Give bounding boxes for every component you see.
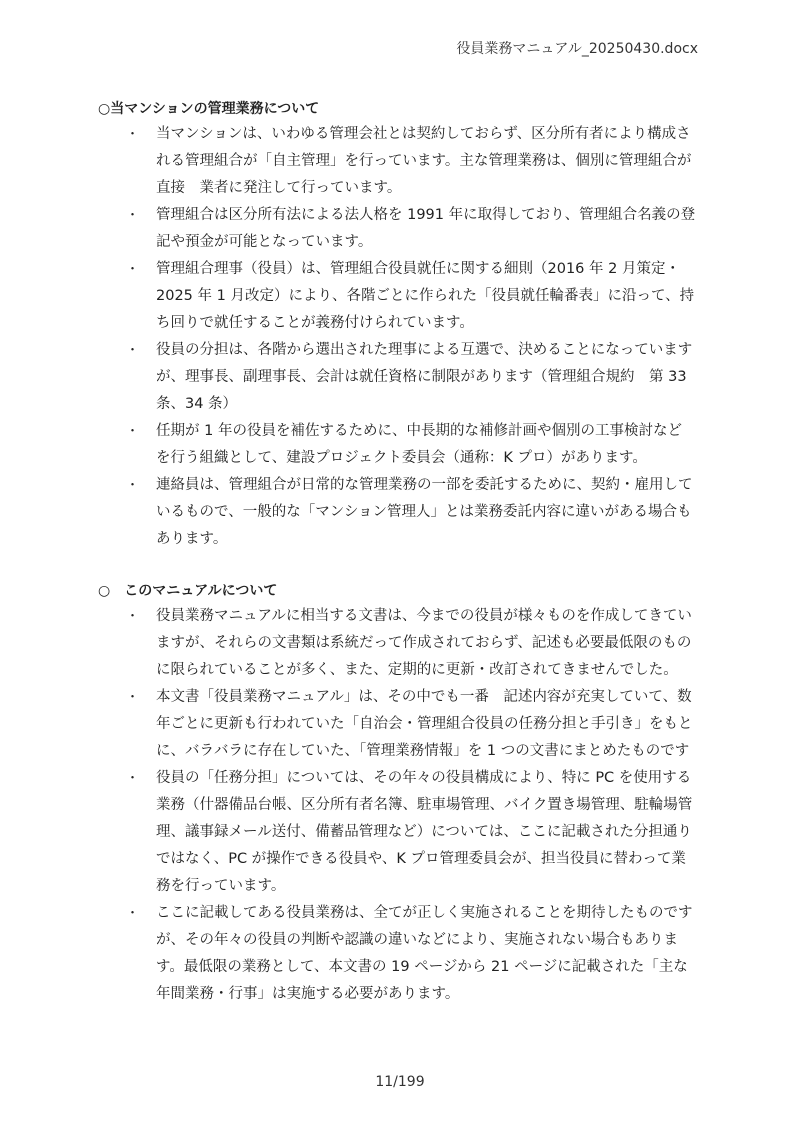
bullet-marker: ・ bbox=[126, 262, 140, 277]
text-line: 役員の分担は、各階から選出された理事による互選で、決めることになっています bbox=[156, 342, 693, 358]
text-line: 当マンションは、いわゆる管理会社とは契約しておらず、区分所有者により構成さ bbox=[156, 126, 691, 142]
section-about-manual bbox=[98, 579, 710, 1008]
text-line: 任期が 1 年の役員を補佐するために、中長期的な補修計画や個別の工事検討など bbox=[156, 423, 682, 439]
list-item bbox=[98, 202, 710, 256]
page-number: 11/199 bbox=[375, 1074, 425, 1090]
text-line: 管理組合は区分所有法による法人格を 1991 年に取得しており、管理組合名義の登 bbox=[156, 207, 696, 223]
bullet-marker: ・ bbox=[126, 424, 140, 439]
bullet-marker: ・ bbox=[126, 478, 140, 493]
text-line: 連絡員は、管理組合が日常的な管理業務の一部を委託するために、契約・雇用して bbox=[156, 477, 693, 493]
text-line: 直接 業者に発注して行っています。 bbox=[156, 180, 402, 196]
text-line: 条、34 条） bbox=[156, 396, 238, 412]
text-line: れる管理組合が「自主管理」を行っています。主な管理業務は、個別に管理組合が bbox=[156, 153, 692, 169]
text-line: いるもので、一般的な「マンション管理人」とは業務委託内容に違いがある場合も bbox=[156, 504, 692, 520]
bullet-marker: ・ bbox=[126, 690, 140, 705]
bullet-marker: ・ bbox=[126, 609, 140, 624]
section-title bbox=[98, 579, 710, 603]
text-line: あります。 bbox=[156, 531, 228, 547]
text-line: 2025 年 1 月改定）により、各階ごとに作られた「役員就任輪番表」に沿って、持 bbox=[156, 288, 695, 304]
text-line: す。最低限の業務として、本文書の 19 ページから 21 ページに記載された「主な bbox=[156, 959, 688, 975]
bullet-marker: ・ bbox=[126, 771, 140, 786]
list-item bbox=[98, 256, 710, 337]
list-item bbox=[98, 900, 710, 1008]
circle-marker: ○ bbox=[98, 101, 111, 117]
text-line: 年ごとに更新も行われていた「自治会・管理組合役員の任務分担と手引き」をもと bbox=[156, 716, 693, 732]
list-item bbox=[98, 472, 710, 553]
text-line: 役員の「任務分担」については、その年々の役員構成により、特に PC を使用する bbox=[156, 770, 692, 786]
list-item bbox=[98, 121, 710, 202]
bullet-marker: ・ bbox=[126, 906, 140, 921]
bullet-list bbox=[98, 121, 710, 553]
document-filename: 役員業務マニュアル_20250430.docx bbox=[456, 41, 698, 57]
text-line: 役員業務マニュアルに相当する文書は、今までの役員が様々ものを作成してきてい bbox=[156, 608, 692, 624]
section-title-text: 当マンションの管理業務について bbox=[110, 101, 320, 117]
list-item bbox=[98, 418, 710, 472]
bullet-list bbox=[98, 603, 710, 1008]
list-item bbox=[98, 337, 710, 418]
text-line: 本文書「役員業務マニュアル」は、その中でも一番 記述内容が充実していて、数 bbox=[156, 689, 692, 705]
list-item bbox=[98, 684, 710, 765]
section-management bbox=[98, 97, 710, 553]
text-line: 務を行っています。 bbox=[156, 878, 286, 894]
text-line: 管理組合理事（役員）は、管理組合役員就任に関する細則（2016 年 2 月策定・ bbox=[156, 261, 680, 277]
text-line: を行う組織として、建設プロジェクト委員会（通称：K プロ）があります。 bbox=[156, 450, 647, 466]
text-line: 年間業務・行事」は実施する必要があります。 bbox=[156, 986, 460, 1002]
text-line: が、理事長、副理事長、会計は就任資格に制限があります（管理組合規約 第 33 bbox=[156, 369, 687, 385]
bullet-marker: ・ bbox=[126, 208, 140, 223]
text-line: に限られていることが多く、また、定期的に更新・改訂されてきませんでした。 bbox=[156, 662, 678, 678]
text-line: に、バラバラに存在していた、「管理業務情報」を 1 つの文書にまとめたものです bbox=[156, 743, 690, 759]
text-line: ち回りで就任することが義務付けられています。 bbox=[156, 315, 474, 331]
circle-marker: ○ bbox=[98, 583, 111, 599]
text-line: が、その年々の役員の判断や認識の違いなどにより、実施されない場合もありま bbox=[156, 932, 678, 948]
text-line: 理、議事録メール送付、備蓄品管理など）については、ここに記載された分担通り bbox=[156, 824, 692, 840]
text-line: ここに記載してある役員業務は、全てが正しく実施されることを期待したものです bbox=[156, 905, 693, 921]
text-line: 記や預金が可能となっています。 bbox=[156, 234, 373, 250]
list-item bbox=[98, 603, 710, 684]
bullet-marker: ・ bbox=[126, 343, 140, 358]
text-line: ではなく、PC が操作できる役員や、K プロ管理委員会が、担当役員に替わって業 bbox=[156, 851, 686, 867]
section-title bbox=[98, 97, 710, 121]
list-item bbox=[98, 765, 710, 900]
bullet-marker: ・ bbox=[126, 127, 140, 142]
text-line: 業務（什器備品台帳、区分所有者名簿、駐車場管理、バイク置き場管理、駐輪場管 bbox=[156, 797, 693, 813]
text-line: ますが、それらの文書類は系統だって作成されておらず、記述も必要最低限のもの bbox=[156, 635, 692, 651]
section-title-text: このマニュアルについて bbox=[124, 583, 278, 599]
